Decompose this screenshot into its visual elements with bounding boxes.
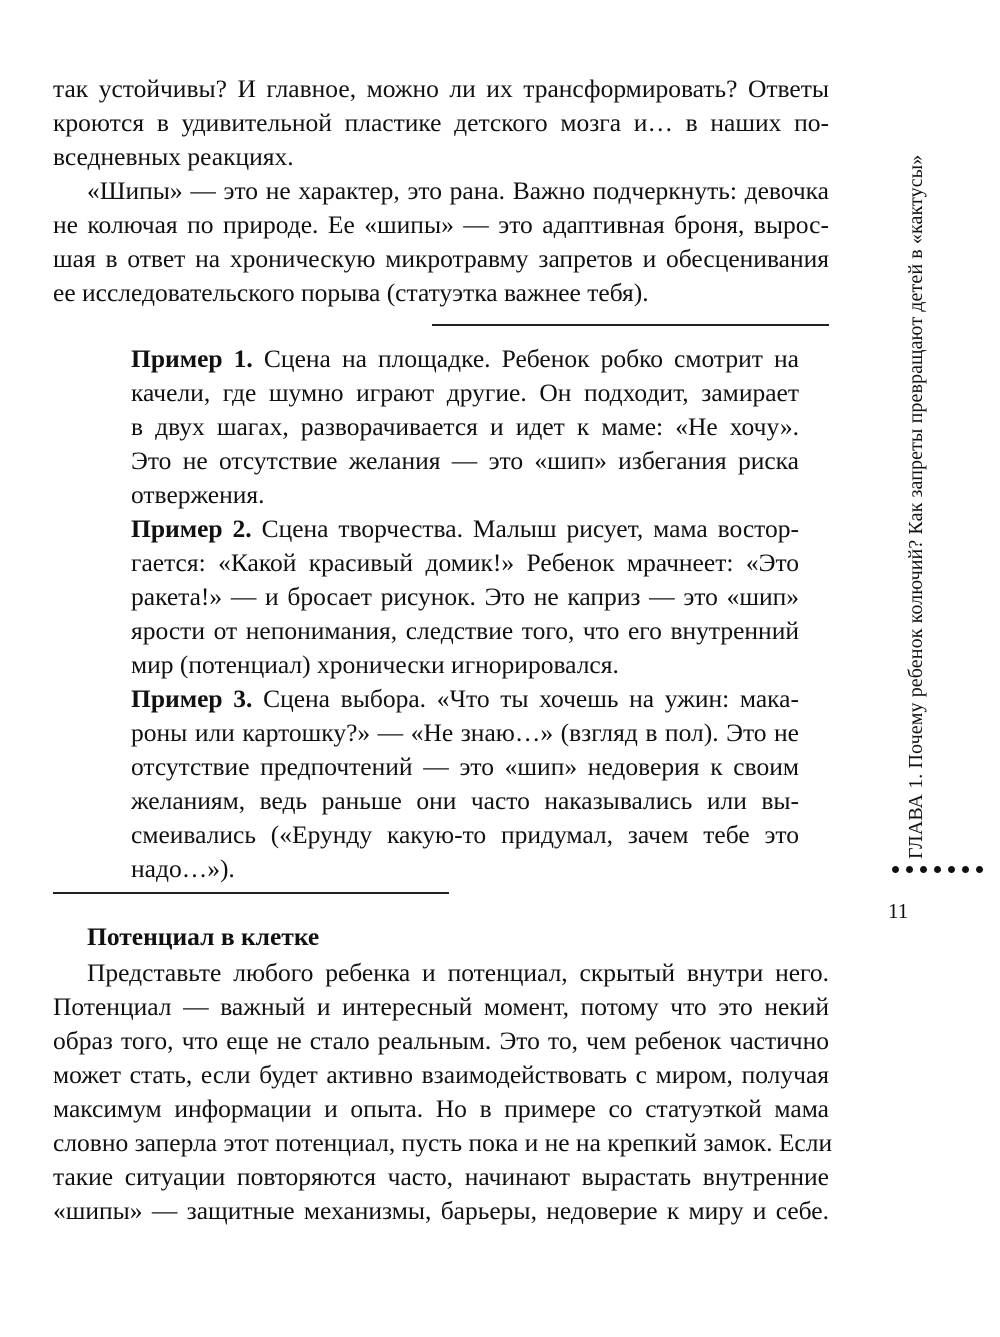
thorns-line: шая в ответ на хроническую микротравму запретов и обесценивания — [53, 244, 829, 273]
example-2-line: гается: «Какой красивый домик!» Ребенок мрачнеет: «Это — [131, 548, 799, 577]
examples-bottom-rule — [53, 892, 449, 894]
example-3-line: желаниям, ведь раньше они часто наказывались или вы- — [131, 786, 799, 815]
example-2-label: Пример 2. — [131, 514, 252, 543]
page-number: 11 — [888, 899, 909, 923]
section-line: Потенциал — важный и интересный момент, потому что это некий — [53, 992, 829, 1021]
example-3-line: надо…»). — [131, 854, 235, 883]
examples-top-rule — [432, 324, 829, 326]
section-line: такие ситуации повторяются часто, начинают вырастать внутренние — [53, 1162, 829, 1191]
example-2-line: ракета!» — и бросает рисунок. Это не каприз — это «шип» — [131, 582, 799, 611]
chapter-running-title: ГЛАВА 1. Почему ребенок колючий? Как запреты превращают детей в «кактусы» — [905, 154, 927, 859]
example-2-text: Сцена творчества. Малыш рисует, мама востор- — [251, 514, 799, 543]
section-line: может стать, если будет активно взаимодействовать с миром, получая — [53, 1060, 829, 1089]
example-3-text: Сцена выбора. «Что ты хочешь на ужин: мака- — [252, 684, 799, 713]
example-2-line: ярости от непонимания, следствие того, что его внутренний — [131, 616, 799, 645]
example-3-label: Пример 3. — [131, 684, 253, 713]
example-1-line: качели, где шумно играют другие. Он подходит, замирает — [131, 378, 799, 407]
section-line: максимум информации и опыта. Но в примере со статуэткой мама — [53, 1094, 829, 1123]
intro-line: кроются в удивительной пластике детского мозга и… в наших по- — [53, 108, 829, 137]
intro-line: так устойчивы? И главное, можно ли их трансформировать? Ответы — [53, 74, 829, 103]
section-line: словно заперла этот потенциал, пусть пока и не на крепкий замок. Если — [53, 1128, 833, 1157]
section-line: Представьте любого ребенка и потенциал, скрытый внутри него. — [87, 958, 829, 987]
example-1-text: Сцена на площадке. Ребенок робко смотрит на — [252, 344, 799, 373]
example-1-first-line — [131, 342, 799, 376]
example-1-line: отвержения. — [131, 480, 265, 509]
example-3-line: роны или картошку?» — «Не знаю…» (взгляд в пол). Это не — [131, 718, 799, 747]
thorns-line: ее исследовательского порыва (статуэтка важнее тебя). — [53, 278, 649, 307]
section-line: «шипы» — защитные механизмы, барьеры, недоверие к миру и себе. — [53, 1196, 829, 1225]
example-3-line: отсутствие предпочтений — это «шип» недоверия к своим — [131, 752, 799, 781]
example-3-first-line — [131, 682, 799, 716]
thorns-line: «Шипы» — это не характер, это рана. Важно подчеркнуть: девочка — [87, 176, 829, 205]
section-heading: Потенциал в клетке — [87, 922, 320, 951]
example-1-line: в двух шагах, разворачивается и идет к маме: «Не хочу». — [131, 412, 799, 441]
thorns-line: не колючая по природе. Ее «шипы» — это адаптивная броня, вырос- — [53, 210, 829, 239]
example-1-label: Пример 1. — [131, 344, 253, 373]
intro-line: вседневных реакциях. — [53, 142, 294, 171]
example-3-line: смеивались («Ерунду какую-то придумал, зачем тебе это — [131, 820, 799, 849]
example-1-line: Это не отсутствие желания — это «шип» избегания риска — [131, 446, 799, 475]
example-2-line: мир (потенциал) хронически игнорировался. — [131, 650, 619, 679]
example-2-first-line — [131, 512, 799, 546]
section-line: образ того, что еще не стало реальным. Это то, чем ребенок частично — [53, 1026, 829, 1055]
dotted-ornament — [892, 866, 992, 878]
